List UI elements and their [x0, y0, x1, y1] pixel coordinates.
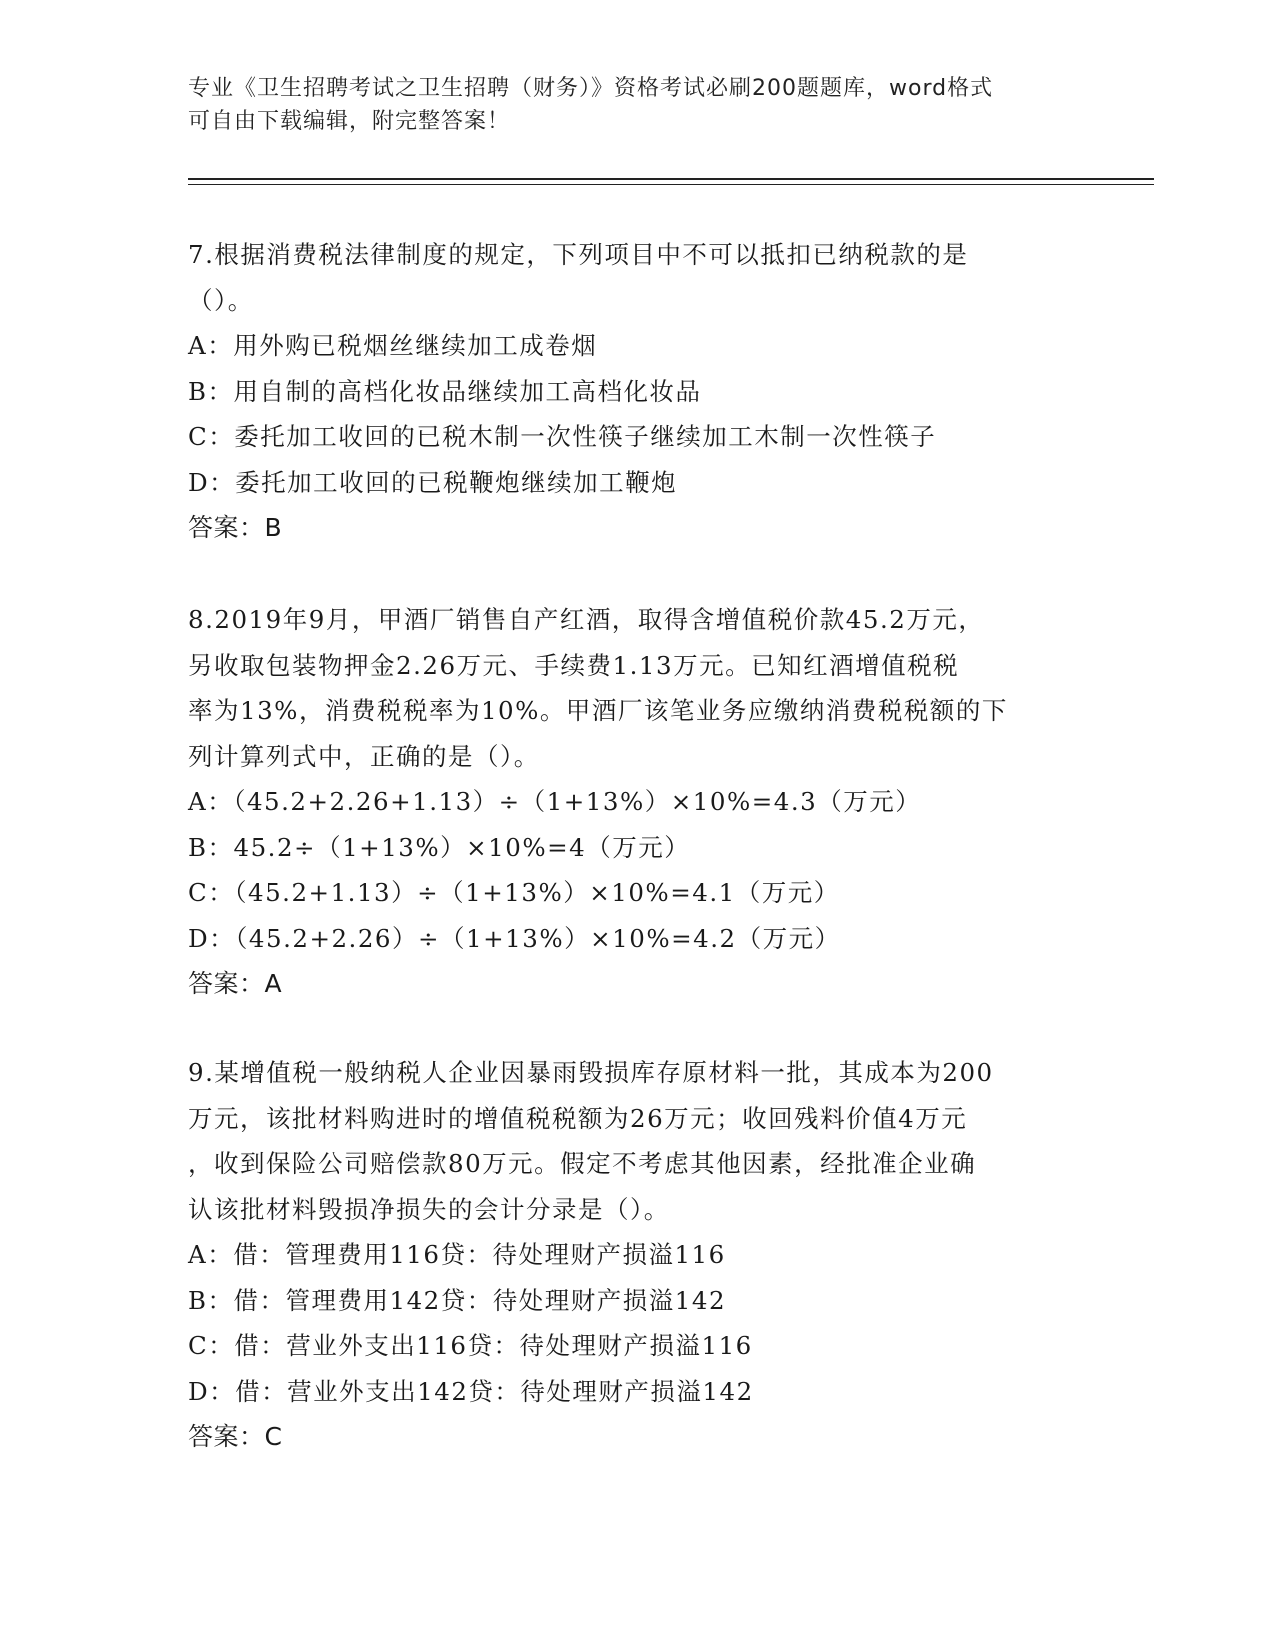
question-stem-line: 列计算列式中，正确的是（）。 — [188, 741, 540, 771]
question-8 — [188, 597, 1088, 1007]
question-9 — [188, 1050, 1088, 1460]
question-stem-line: 另收取包装物押金2.26万元、手续费1.13万元。已知红酒增值税税 — [188, 650, 960, 680]
header-divider-thick — [188, 178, 1154, 180]
option-d: D：（45.2+2.26）÷（1+13%）×10%=4.2（万元） — [188, 923, 841, 953]
document-header — [188, 72, 1088, 138]
header-divider-thin — [188, 184, 1154, 185]
option-b: B：45.2÷（1+13%）×10%=4（万元） — [188, 832, 691, 862]
option-b: B：用自制的高档化妆品继续加工高档化妆品 — [188, 376, 702, 406]
question-stem-line: 认该批材料毁损净损失的会计分录是（）。 — [188, 1194, 670, 1224]
option-c: C：（45.2+1.13）÷（1+13%）×10%=4.1（万元） — [188, 878, 840, 907]
option-b: B：借：管理费用142贷：待处理财产损溢142 — [188, 1285, 727, 1315]
option-c: C：借：营业外支出116贷：待处理财产损溢116 — [188, 1331, 753, 1360]
answer-label: 答案：B — [188, 513, 283, 542]
question-7 — [188, 232, 1088, 551]
header-line-2: 可自由下载编辑，附完整答案！ — [188, 109, 511, 134]
option-a: A：借：管理费用116贷：待处理财产损溢116 — [188, 1240, 726, 1269]
question-stem-line: 率为13%，消费税税率为10%。甲酒厂该笔业务应缴纳消费税税额的下 — [188, 696, 1008, 725]
answer-label: 答案：C — [188, 1422, 283, 1451]
question-stem-line: 9.某增值税一般纳税人企业因暴雨毁损库存原材料一批，其成本为200 — [188, 1058, 994, 1087]
question-stem-line: 8.2019年9月，甲酒厂销售自产红酒，取得含增值税价款45.2万元， — [188, 605, 985, 634]
option-a: A：（45.2+2.26+1.13）÷（1+13%）×10%=4.3（万元） — [188, 787, 922, 816]
answer-label: 答案：A — [188, 969, 283, 998]
question-stem-line: （）。 — [188, 285, 254, 315]
option-c: C：委托加工收回的已税木制一次性筷子继续加工木制一次性筷子 — [188, 422, 937, 451]
question-stem-line: 7.根据消费税法律制度的规定，下列项目中不可以抵扣已纳税款的是 — [188, 240, 969, 269]
question-stem-line: 万元，该批材料购进时的增值税税额为26万元；收回残料价值4万元 — [188, 1103, 968, 1133]
option-d: D：委托加工收回的已税鞭炮继续加工鞭炮 — [188, 467, 678, 497]
question-stem-line: ，收到保险公司赔偿款80万元。假定不考虑其他因素，经批准企业确 — [188, 1149, 977, 1178]
option-a: A：用外购已税烟丝继续加工成卷烟 — [188, 331, 598, 360]
header-line-1: 专业《卫生招聘考试之卫生招聘（财务）》资格考试必刷200题题库，word格式 — [188, 76, 994, 101]
option-d: D：借：营业外支出142贷：待处理财产损溢142 — [188, 1376, 754, 1406]
